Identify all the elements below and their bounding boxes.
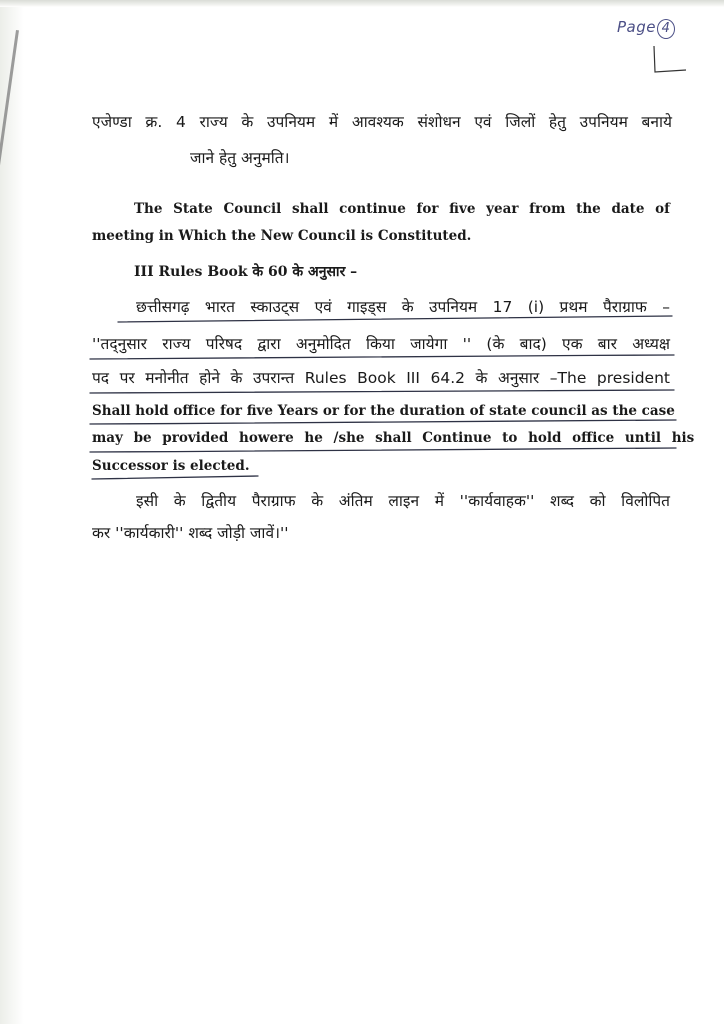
- page-label: Page: [617, 18, 656, 36]
- amendment-line-5: may be provided howere he /she shall Continue to hold office until his: [92, 430, 695, 446]
- corner-tick-mark: [648, 44, 688, 76]
- closing-line-2: कर ''कार्यकारी'' शब्द जोड़ी जावें।'': [92, 524, 289, 542]
- council-line-2: meeting in Which the New Council is Constituted.: [92, 228, 472, 244]
- closing-line-1: इसी के द्वितीय पैराग्राफ के अंतिम लाइन में ''कार्यवाहक'' शब्द को विलोपित: [136, 492, 670, 510]
- council-line-1: The State Council shall continue for five year from the date of: [134, 201, 670, 217]
- amendment-line-4: Shall hold office for five Years or for the duration of state council as the case: [92, 403, 675, 419]
- underline-2: [90, 355, 674, 359]
- page-number: 4: [657, 19, 675, 39]
- agenda-line-1: एजेण्डा क्र. 4 राज्य के उपनियम में आवश्यक संशोधन एवं जिलों हेतु उपनियम बनाये: [92, 113, 672, 131]
- agenda-line-2: जाने हेतु अनुमति।: [190, 149, 290, 167]
- handwritten-page-number: [617, 18, 675, 39]
- amendment-line-6: Successor is elected.: [92, 458, 250, 474]
- scan-shadow-top: [0, 0, 724, 7]
- amendment-line-2: ''तद्नुसार राज्य परिषद द्वारा अनुमोदित किया जायेगा '' (के बाद) एक बार अध्यक्ष: [92, 335, 670, 353]
- underline-4: [90, 420, 676, 424]
- underline-3: [90, 390, 674, 393]
- scan-shadow-left: [0, 0, 24, 1024]
- rules-book-reference: III Rules Book के 60 के अनुसार –: [134, 264, 358, 280]
- amendment-line-3: पद पर मनोनीत होने के उपरान्त Rules Book III 64.2 के अनुसार –The president: [92, 369, 670, 387]
- underline-6: [92, 476, 258, 479]
- amendment-line-1: छत्तीसगढ़ भारत स्काउट्स एवं गाइड्स के उपनियम 17 (i) प्रथम पैराग्राफ –: [136, 298, 670, 316]
- underline-5: [90, 448, 676, 452]
